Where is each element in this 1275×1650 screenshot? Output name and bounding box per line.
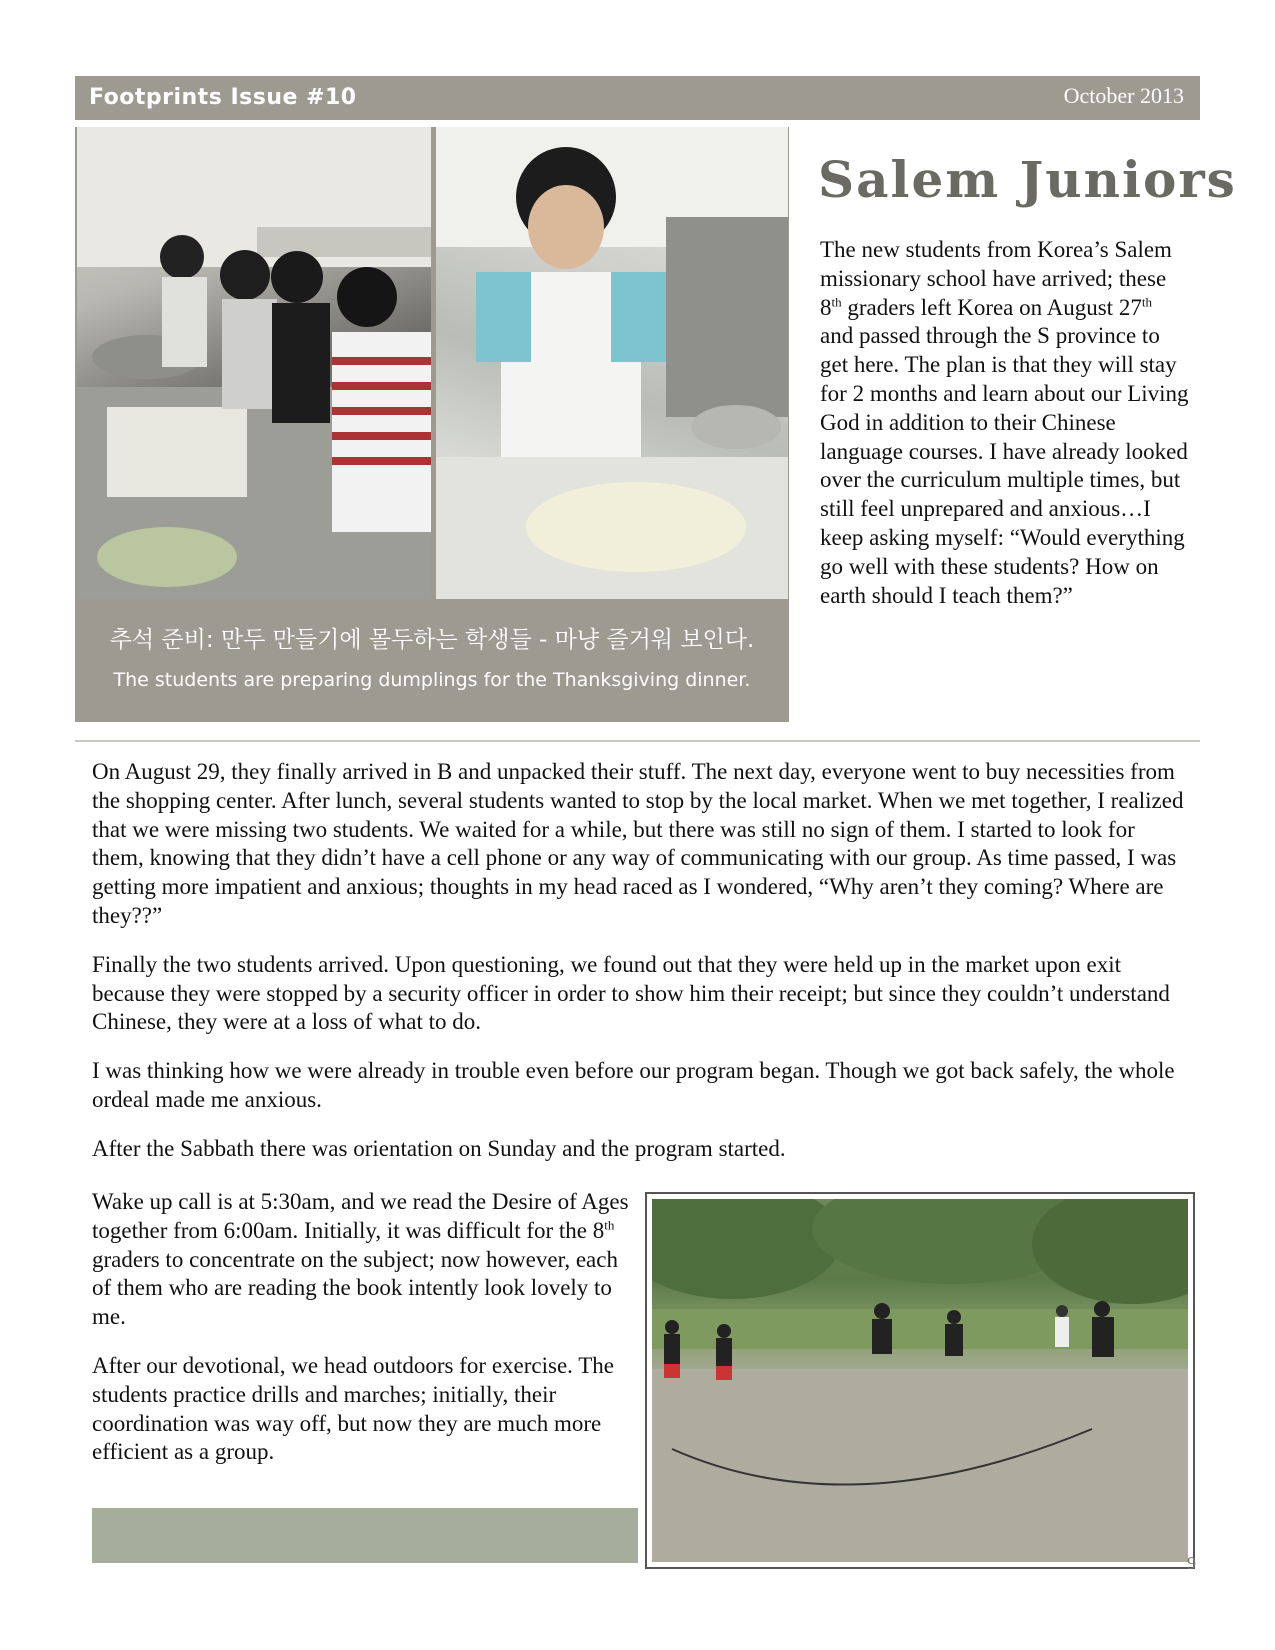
page-number: 9 (1187, 1553, 1196, 1573)
body-paragraph: After the Sabbath there was orientation on Sunday and the program started. (92, 1135, 786, 1161)
body-paragraph: Finally the two students arrived. Upon questioning, we found out that they were held up in the market upon exit because they were stopped by a security officer in order to show him their receipt; but since they couldn’t understand Chinese, they were at a loss of what to do. (92, 951, 1170, 1035)
exercise-paragraph: After our devotional, we head outdoors for exercise. The students practice drills and marches; initially, their coordination was way off, but now they are much more efficient as a group. (92, 1352, 615, 1465)
students-cooking-illustration (77, 127, 431, 599)
article-title: Salem Juniors (818, 150, 1237, 209)
intro-text-1: The new students from Korea’s Salem missionary school have arrived; these 8 (820, 237, 1172, 320)
students-cooking-photo (77, 127, 431, 599)
newsletter-header-bar (75, 76, 1200, 120)
wake-sup: th (604, 1217, 615, 1233)
jump-rope-illustration (652, 1199, 1188, 1562)
body-paragraph: On August 29, they finally arrived in B and unpacked their stuff. The next day, everyone went to buy necessities from the shopping center. After lunch, several students wanted to stop by the local market. When we met together, I realized that we were missing two students. We waited for a while, but there was still no sign of them. I started to look for them, knowing that they didn’t have a cell phone or any way of communicating with our group. As time passed, I was getting more impatient and anxious; thoughts in my head raced as I wondered, “Why aren’t they coming? Where are they??” (92, 759, 1184, 928)
student-chopping-illustration (436, 127, 788, 599)
intro-text-3: and passed through the S province to get here. The plan is that they will stay for 2 months and learn about our Living God in addition to their Chinese language courses. I have already looked over the curriculum multiple times, but still feel unprepared and anxious…I keep asking myself: “Would everything go well with these students? How on earth should I teach them?” (820, 323, 1189, 608)
outdoor-exercise-photo-frame (645, 1192, 1195, 1569)
wake-text-1: Wake up call is at 5:30am, and we read the Desire of Ages together from 6:00am. Initially, it was difficult for the 8 (92, 1189, 629, 1243)
outdoor-exercise-photo (652, 1199, 1188, 1562)
article-intro (820, 236, 1190, 610)
photo-caption-korean: 추석 준비: 만두 만들기에 몰두하는 학생들 - 마냥 즐거워 보인다. (109, 627, 755, 653)
student-chopping-photo (436, 127, 788, 599)
photo-caption-english: The students are preparing dumplings for the Thanksgiving dinner. (113, 669, 751, 691)
article-lower-column (92, 1188, 632, 1487)
intro-sup-1: th (831, 293, 842, 309)
intro-sup-2: th (1141, 293, 1152, 309)
dumpling-photo-panel (75, 127, 789, 722)
intro-text-2: graders left Korea on August 27 (841, 294, 1142, 320)
wake-up-paragraph (92, 1188, 632, 1332)
newsletter-title: Footprints Issue #10 (89, 85, 357, 110)
decorative-green-block (92, 1508, 638, 1563)
article-body (92, 758, 1192, 1184)
section-divider (75, 740, 1200, 742)
body-paragraph: I was thinking how we were already in trouble even before our program began. Though we got back safely, the whole ordeal made me anxious. (92, 1058, 1175, 1112)
wake-text-2: graders to concentrate on the subject; now however, each of them who are reading the book intently look lovely to me. (92, 1246, 618, 1330)
issue-date: October 2013 (1063, 83, 1184, 108)
